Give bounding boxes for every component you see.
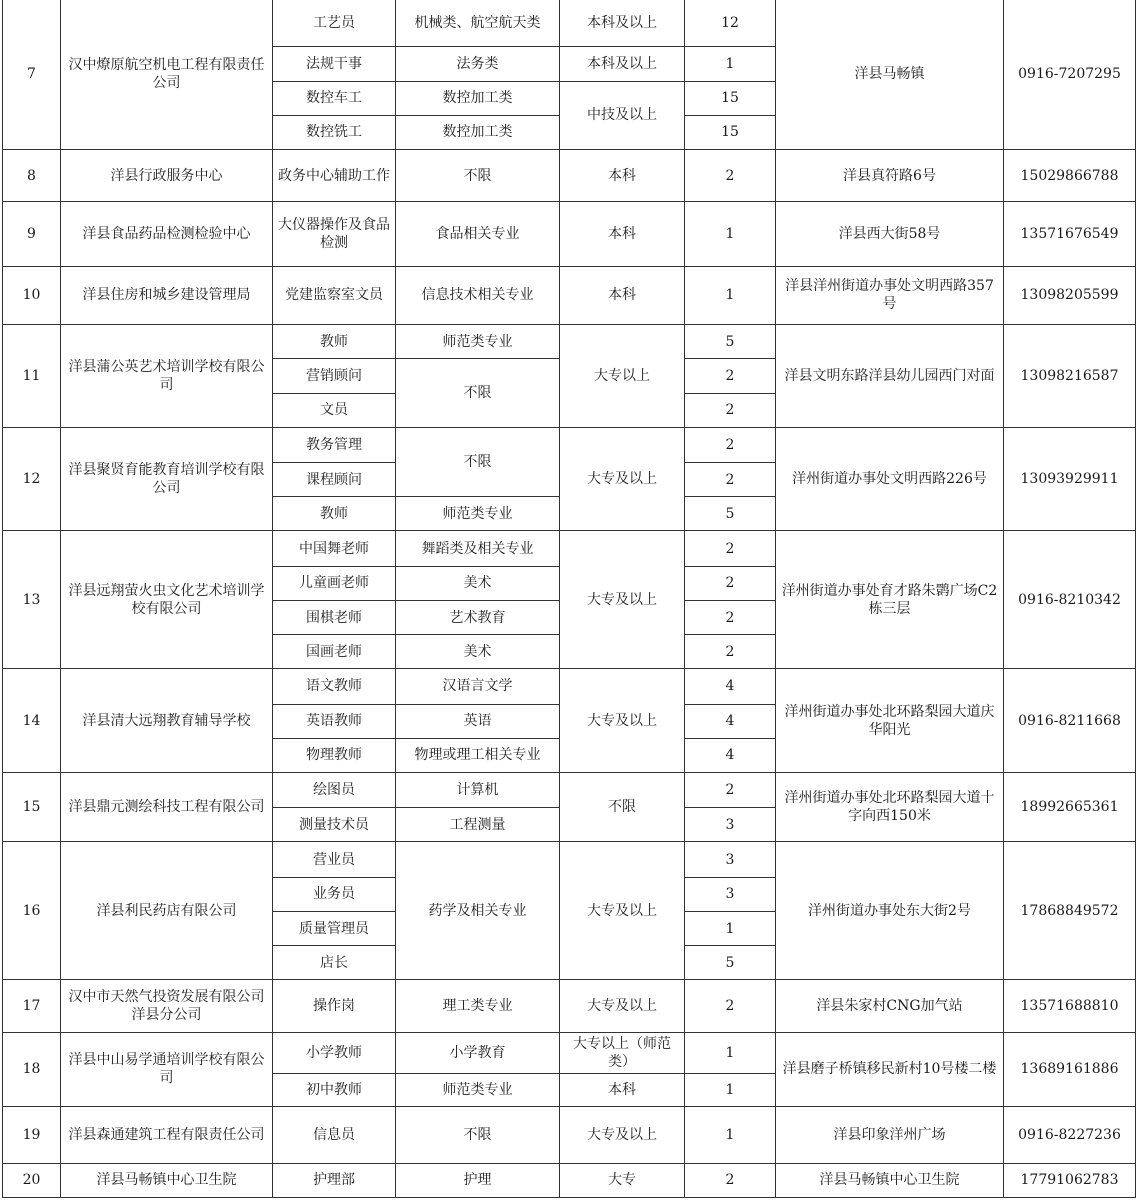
headcount: 2 xyxy=(685,149,776,201)
position-title: 物理教师 xyxy=(273,738,396,772)
headcount: 12 xyxy=(685,0,776,47)
headcount: 2 xyxy=(685,980,776,1032)
position-title: 英语教师 xyxy=(273,704,396,738)
company-name: 洋县住房和城乡建设管理局 xyxy=(61,266,273,324)
contact-phone: 13098205599 xyxy=(1004,266,1136,324)
company-name: 洋县森通建筑工程有限责任公司 xyxy=(61,1107,273,1163)
education-requirement: 不限 xyxy=(560,773,685,842)
contact-phone: 13689161886 xyxy=(1004,1032,1136,1106)
recruitment-table xyxy=(2,0,1136,1198)
headcount: 2 xyxy=(685,635,776,669)
contact-phone: 0916-8227236 xyxy=(1004,1107,1136,1163)
position-title: 绘图员 xyxy=(273,773,396,808)
table-row xyxy=(3,531,1136,566)
table-row xyxy=(3,980,1136,1032)
work-address: 洋县洋州街道办事处文明西路357号 xyxy=(776,266,1004,324)
education-requirement: 大专及以上 xyxy=(560,980,685,1032)
position-title: 课程顾问 xyxy=(273,463,396,497)
headcount: 2 xyxy=(685,566,776,600)
major-requirement: 食品相关专业 xyxy=(396,202,560,266)
company-name: 洋县中山易学通培训学校有限公司 xyxy=(61,1032,273,1106)
work-address: 洋县马畅镇中心卫生院 xyxy=(776,1163,1004,1197)
work-address: 洋州街道办事处文明西路226号 xyxy=(776,427,1004,531)
education-requirement: 大专及以上 xyxy=(560,427,685,531)
major-requirement: 师范类专业 xyxy=(396,325,560,359)
headcount: 2 xyxy=(685,393,776,427)
contact-phone: 13098216587 xyxy=(1004,325,1136,428)
company-name: 洋县食品药品检测检验中心 xyxy=(61,202,273,266)
table-row xyxy=(3,1032,1136,1073)
work-address: 洋县真符路6号 xyxy=(776,149,1004,201)
company-name: 洋县清大远翔教育辅导学校 xyxy=(61,669,273,773)
row-index: 16 xyxy=(3,842,61,980)
major-requirement: 英语 xyxy=(396,704,560,738)
major-requirement: 不限 xyxy=(396,359,560,427)
company-name: 洋县马畅镇中心卫生院 xyxy=(61,1163,273,1197)
headcount: 2 xyxy=(685,463,776,497)
contact-phone: 18992665361 xyxy=(1004,773,1136,842)
headcount: 2 xyxy=(685,773,776,808)
headcount: 2 xyxy=(685,600,776,634)
headcount: 1 xyxy=(685,1107,776,1163)
education-requirement: 大专及以上 xyxy=(560,842,685,980)
education-requirement: 大专及以上 xyxy=(560,669,685,773)
education-requirement: 本科 xyxy=(560,266,685,324)
contact-phone: 17868849572 xyxy=(1004,842,1136,980)
work-address: 洋州街道办事处北环路梨园大道庆华阳光 xyxy=(776,669,1004,773)
row-index: 13 xyxy=(3,531,61,669)
position-title: 测量技术员 xyxy=(273,808,396,842)
position-title: 中国舞老师 xyxy=(273,531,396,566)
education-requirement: 本科 xyxy=(560,1073,685,1106)
headcount: 3 xyxy=(685,808,776,842)
major-requirement: 美术 xyxy=(396,566,560,600)
work-address: 洋县马畅镇 xyxy=(776,0,1004,149)
headcount: 1 xyxy=(685,266,776,324)
table-row xyxy=(3,427,1136,462)
contact-phone: 13571688810 xyxy=(1004,980,1136,1032)
education-requirement: 大专及以上 xyxy=(560,1107,685,1163)
row-index: 9 xyxy=(3,202,61,266)
major-requirement: 物理或理工相关专业 xyxy=(396,738,560,772)
major-requirement: 理工类专业 xyxy=(396,980,560,1032)
headcount: 2 xyxy=(685,531,776,566)
position-title: 业务员 xyxy=(273,877,396,911)
major-requirement: 机械类、航空航天类 xyxy=(396,0,560,47)
table-row xyxy=(3,202,1136,266)
education-requirement: 大专以上（师范类） xyxy=(560,1032,685,1073)
position-title: 大仪器操作及食品检测 xyxy=(273,202,396,266)
position-title: 数控铣工 xyxy=(273,115,396,149)
major-requirement: 护理 xyxy=(396,1163,560,1197)
position-title: 护理部 xyxy=(273,1163,396,1197)
row-index: 14 xyxy=(3,669,61,773)
major-requirement: 药学及相关专业 xyxy=(396,842,560,980)
major-requirement: 数控加工类 xyxy=(396,115,560,149)
table-row xyxy=(3,1107,1136,1163)
table-row xyxy=(3,0,1136,47)
education-requirement: 中技及以上 xyxy=(560,81,685,149)
contact-phone: 0916-7207295 xyxy=(1004,0,1136,149)
work-address: 洋县磨子桥镇移民新村10号楼二楼 xyxy=(776,1032,1004,1106)
company-name: 洋县行政服务中心 xyxy=(61,149,273,201)
major-requirement: 汉语言文学 xyxy=(396,669,560,704)
contact-phone: 17791062783 xyxy=(1004,1163,1136,1197)
headcount: 15 xyxy=(685,115,776,149)
major-requirement: 信息技术相关专业 xyxy=(396,266,560,324)
major-requirement: 师范类专业 xyxy=(396,1073,560,1106)
headcount: 4 xyxy=(685,704,776,738)
table-row xyxy=(3,1163,1136,1197)
position-title: 营销顾问 xyxy=(273,359,396,393)
table-row xyxy=(3,842,1136,877)
position-title: 语文教师 xyxy=(273,669,396,704)
position-title: 政务中心辅助工作 xyxy=(273,149,396,201)
position-title: 质量管理员 xyxy=(273,911,396,945)
education-requirement: 本科 xyxy=(560,202,685,266)
table-row xyxy=(3,325,1136,359)
contact-phone: 13571676549 xyxy=(1004,202,1136,266)
work-address: 洋州街道办事处北环路梨园大道十字向西150米 xyxy=(776,773,1004,842)
work-address: 洋县文明东路洋县幼儿园西门对面 xyxy=(776,325,1004,428)
position-title: 小学教师 xyxy=(273,1032,396,1073)
headcount: 3 xyxy=(685,842,776,877)
position-title: 教师 xyxy=(273,497,396,531)
headcount: 5 xyxy=(685,946,776,980)
position-title: 法规干事 xyxy=(273,47,396,81)
work-address: 洋县西大街58号 xyxy=(776,202,1004,266)
position-title: 数控车工 xyxy=(273,81,396,115)
headcount: 1 xyxy=(685,202,776,266)
headcount: 3 xyxy=(685,877,776,911)
position-title: 党建监察室文员 xyxy=(273,266,396,324)
company-name: 洋县蒲公英艺术培训学校有限公司 xyxy=(61,325,273,428)
row-index: 18 xyxy=(3,1032,61,1106)
education-requirement: 大专 xyxy=(560,1163,685,1197)
headcount: 2 xyxy=(685,427,776,462)
headcount: 1 xyxy=(685,47,776,81)
headcount: 2 xyxy=(685,359,776,393)
table-row xyxy=(3,266,1136,324)
position-title: 初中教师 xyxy=(273,1073,396,1106)
major-requirement: 计算机 xyxy=(396,773,560,808)
major-requirement: 不限 xyxy=(396,149,560,201)
education-requirement: 大专及以上 xyxy=(560,531,685,669)
education-requirement: 本科及以上 xyxy=(560,0,685,47)
position-title: 操作岗 xyxy=(273,980,396,1032)
position-title: 文员 xyxy=(273,393,396,427)
company-name: 汉中燎原航空机电工程有限责任公司 xyxy=(61,0,273,149)
major-requirement: 师范类专业 xyxy=(396,497,560,531)
position-title: 国画老师 xyxy=(273,635,396,669)
major-requirement: 小学教育 xyxy=(396,1032,560,1073)
row-index: 20 xyxy=(3,1163,61,1197)
position-title: 教师 xyxy=(273,325,396,359)
major-requirement: 工程测量 xyxy=(396,808,560,842)
education-requirement: 本科及以上 xyxy=(560,47,685,81)
row-index: 12 xyxy=(3,427,61,531)
headcount: 5 xyxy=(685,325,776,359)
contact-phone: 0916-8210342 xyxy=(1004,531,1136,669)
major-requirement: 数控加工类 xyxy=(396,81,560,115)
headcount: 2 xyxy=(685,1163,776,1197)
major-requirement: 法务类 xyxy=(396,47,560,81)
work-address: 洋县朱家村CNG加气站 xyxy=(776,980,1004,1032)
headcount: 1 xyxy=(685,1073,776,1106)
major-requirement: 不限 xyxy=(396,1107,560,1163)
major-requirement: 舞蹈类及相关专业 xyxy=(396,531,560,566)
education-requirement: 大专以上 xyxy=(560,325,685,428)
position-title: 儿童画老师 xyxy=(273,566,396,600)
row-index: 17 xyxy=(3,980,61,1032)
table-row xyxy=(3,669,1136,704)
headcount: 5 xyxy=(685,497,776,531)
work-address: 洋州街道办事处育才路朱鹮广场C2栋三层 xyxy=(776,531,1004,669)
contact-phone: 15029866788 xyxy=(1004,149,1136,201)
education-requirement: 本科 xyxy=(560,149,685,201)
company-name: 汉中市天然气投资发展有限公司洋县分公司 xyxy=(61,980,273,1032)
position-title: 店长 xyxy=(273,946,396,980)
row-index: 10 xyxy=(3,266,61,324)
work-address: 洋州街道办事处东大街2号 xyxy=(776,842,1004,980)
position-title: 教务管理 xyxy=(273,427,396,462)
company-name: 洋县鼎元测绘科技工程有限公司 xyxy=(61,773,273,842)
contact-phone: 0916-8211668 xyxy=(1004,669,1136,773)
headcount: 15 xyxy=(685,81,776,115)
company-name: 洋县远翔萤火虫文化艺术培训学校有限公司 xyxy=(61,531,273,669)
major-requirement: 美术 xyxy=(396,635,560,669)
headcount: 4 xyxy=(685,669,776,704)
headcount: 1 xyxy=(685,911,776,945)
position-title: 围棋老师 xyxy=(273,600,396,634)
company-name: 洋县利民药店有限公司 xyxy=(61,842,273,980)
headcount: 4 xyxy=(685,738,776,772)
contact-phone: 13093929911 xyxy=(1004,427,1136,531)
position-title: 工艺员 xyxy=(273,0,396,47)
row-index: 19 xyxy=(3,1107,61,1163)
row-index: 8 xyxy=(3,149,61,201)
major-requirement: 不限 xyxy=(396,427,560,496)
row-index: 11 xyxy=(3,325,61,428)
company-name: 洋县聚贤育能教育培训学校有限公司 xyxy=(61,427,273,531)
position-title: 信息员 xyxy=(273,1107,396,1163)
position-title: 营业员 xyxy=(273,842,396,877)
row-index: 15 xyxy=(3,773,61,842)
table-row xyxy=(3,773,1136,808)
work-address: 洋县印象洋州广场 xyxy=(776,1107,1004,1163)
row-index: 7 xyxy=(3,0,61,149)
major-requirement: 艺术教育 xyxy=(396,600,560,634)
table-row xyxy=(3,149,1136,201)
headcount: 1 xyxy=(685,1032,776,1073)
